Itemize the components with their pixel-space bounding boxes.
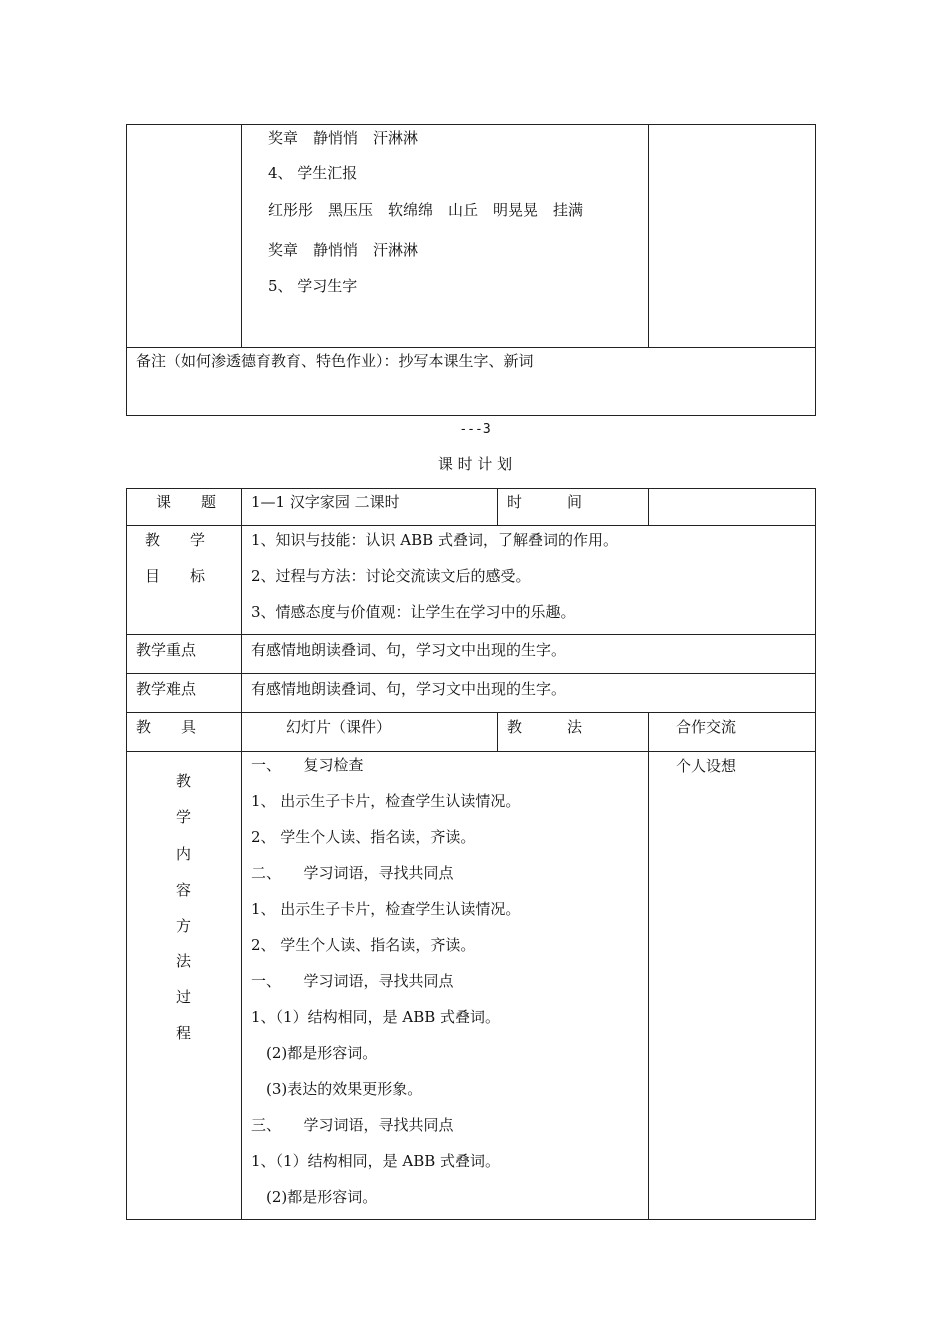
goal-1: 1、知识与技能：认识 ABB 式叠词，了解叠词的作用。 <box>251 531 618 549</box>
remarks-note: 备注（如何渗透德育教育、特色作业）：抄写本课生字、新词 <box>136 352 534 370</box>
continued-table <box>126 124 816 416</box>
process-label-char: 容 <box>176 881 192 899</box>
process-label-char: 学 <box>176 808 192 826</box>
topic-label: 课 题 <box>156 493 217 511</box>
goal-3: 3、情感态度与价值观：让学生在学习中的乐趣。 <box>251 603 576 621</box>
time-label: 时 间 <box>507 493 583 511</box>
process-line: 1、（1）结构相同，是 ABB 式叠词。 <box>251 1008 501 1026</box>
difficulty-label: 教学难点 <box>136 680 197 698</box>
topic-value: 1—1 汉字家园 二课时 <box>251 493 400 511</box>
plan-title: 课 时 计 划 <box>437 455 513 473</box>
goal-2: 2、过程与方法：讨论交流读文后的感受。 <box>251 567 531 585</box>
tools-label: 教 具 <box>136 718 197 736</box>
process-label-char: 程 <box>176 1024 192 1042</box>
method-value: 合作交流 <box>676 718 737 736</box>
process-line: 二、 学习词语，寻找共同点 <box>251 864 454 882</box>
process-label-char: 方 <box>176 917 192 935</box>
process-label-char: 法 <box>176 952 192 970</box>
continued-line-5: 5、 学习生字 <box>268 277 358 295</box>
process-label-char: 内 <box>176 845 192 863</box>
tools-value: 幻灯片（课件） <box>286 718 392 736</box>
process-line: 1、 出示生子卡片，检查学生认读情况。 <box>251 792 521 810</box>
process-line: 2、 学生个人读、指名读，齐读。 <box>251 936 476 954</box>
process-line: 三、 学习词语，寻找共同点 <box>251 1116 454 1134</box>
process-line: (3)表达的效果更形象。 <box>251 1080 423 1098</box>
process-line: (2)都是形容词。 <box>251 1044 378 1062</box>
difficulty-value: 有感情地朗读叠词、句，学习文中出现的生字。 <box>251 680 567 698</box>
process-line: (2)都是形容词。 <box>251 1188 378 1206</box>
page-number: ---3 <box>459 422 491 437</box>
continued-line-2: 4、 学生汇报 <box>268 164 358 182</box>
process-label-char: 过 <box>176 988 192 1006</box>
key-point-value: 有感情地朗读叠词、句，学习文中出现的生字。 <box>251 641 567 659</box>
continued-line-3: 红彤彤 黑压压 软绵绵 山丘 明晃晃 挂满 <box>268 201 584 219</box>
lesson-plan-table <box>126 488 816 1220</box>
process-label-char: 教 <box>176 772 192 790</box>
continued-line-1: 奖章 静悄悄 汗淋淋 <box>268 129 419 147</box>
process-line: 一、 复习检查 <box>251 756 364 774</box>
process-line: 2、 学生个人读、指名读，齐读。 <box>251 828 476 846</box>
personal-ideas-label: 个人设想 <box>676 757 737 775</box>
process-line: 1、 出示生子卡片，检查学生认读情况。 <box>251 900 521 918</box>
continued-line-4: 奖章 静悄悄 汗淋淋 <box>268 241 419 259</box>
goals-label-line-1: 教 学 <box>145 531 206 549</box>
process-line: 一、 学习词语，寻找共同点 <box>251 972 454 990</box>
process-line: 1、（1）结构相同，是 ABB 式叠词。 <box>251 1152 501 1170</box>
method-label: 教 法 <box>507 718 583 736</box>
key-point-label: 教学重点 <box>136 641 197 659</box>
goals-label-line-2: 目 标 <box>145 567 206 585</box>
